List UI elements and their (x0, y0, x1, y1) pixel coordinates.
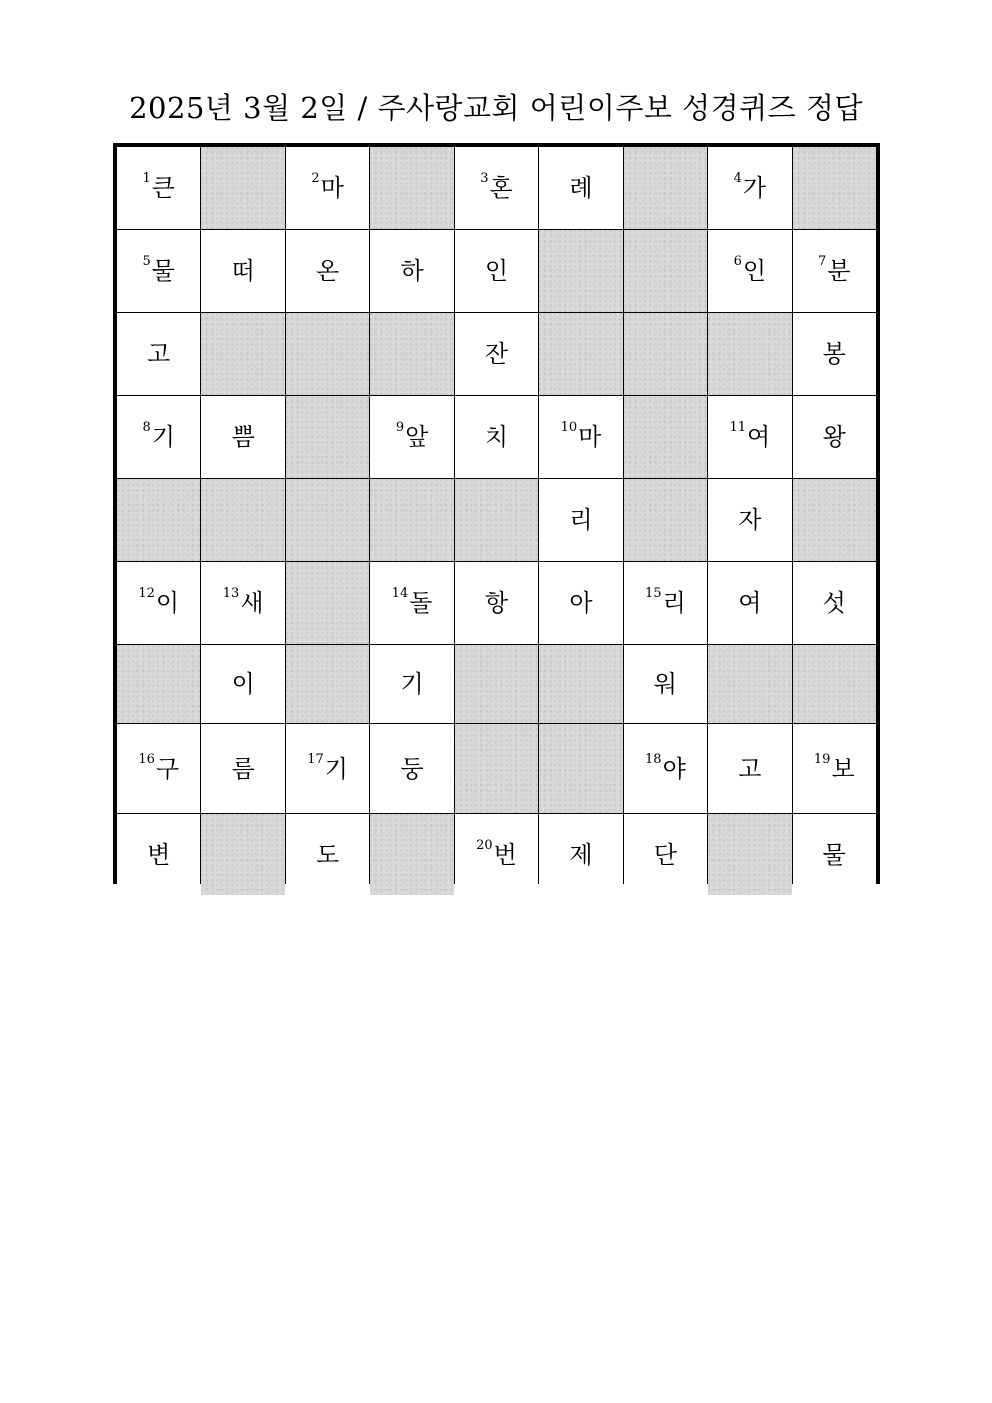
answer-letter: 돌 (409, 589, 433, 617)
answer-letter: 섯 (822, 589, 846, 617)
crossword-cell (455, 147, 538, 229)
cell-content (738, 589, 761, 617)
crossword-blocked-cell (286, 396, 369, 478)
crossword-cell (455, 562, 538, 644)
answer-letter: 떠 (231, 257, 255, 285)
clue-number: 6 (733, 254, 742, 269)
cell-content (142, 420, 175, 451)
answer-letter: 이 (155, 589, 180, 617)
answer-letter: 아 (569, 589, 593, 617)
crossword-cell (117, 814, 200, 895)
crossword-cell (455, 814, 538, 895)
clue-number: 2 (311, 171, 320, 186)
cell-content (485, 340, 508, 368)
crossword-cell (117, 724, 200, 813)
crossword-cell (624, 645, 707, 723)
crossword-cell (539, 479, 622, 561)
clue-number: 9 (395, 420, 405, 435)
crossword-cell (370, 230, 453, 312)
crossword-blocked-cell (539, 313, 622, 395)
cell-content (569, 841, 592, 869)
answer-letter: 보 (831, 754, 855, 783)
cell-content (569, 506, 592, 534)
cell-content (813, 751, 855, 783)
cell-content (733, 254, 767, 285)
crossword-cell (286, 147, 369, 229)
answer-letter: 여 (747, 423, 771, 451)
answer-letter: 항 (484, 589, 509, 617)
clue-number: 1 (142, 171, 151, 186)
crossword-blocked-cell (624, 230, 707, 312)
cell-content (569, 174, 592, 202)
crossword-blocked-cell (117, 645, 200, 723)
answer-letter: 제 (569, 840, 593, 869)
cell-content (729, 420, 771, 451)
answer-letter: 인 (742, 257, 767, 285)
crossword-cell (793, 814, 876, 895)
cell-content (316, 841, 339, 869)
cell-content (485, 423, 508, 451)
cell-content (232, 423, 255, 451)
answer-letter: 기 (324, 754, 348, 783)
crossword-cell (539, 814, 622, 895)
crossword-cell (286, 814, 369, 895)
answer-letter: 혼 (489, 174, 513, 202)
crossword-blocked-cell (201, 479, 284, 561)
crossword-blocked-cell (286, 479, 369, 561)
cell-content (818, 254, 851, 285)
page-title: 2025년 3월 2일 / 주사랑교회 어린이주보 성경퀴즈 정답 (129, 91, 863, 125)
cell-content (395, 420, 429, 451)
crossword-blocked-cell (117, 479, 200, 561)
clue-number: 4 (733, 171, 742, 186)
clue-number: 20 (476, 837, 493, 853)
crossword-cell (117, 396, 200, 478)
answer-letter: 분 (827, 257, 851, 285)
crossword-cell (708, 147, 791, 229)
crossword-cell (286, 230, 369, 312)
cell-content (823, 841, 846, 869)
answer-letter: 하 (400, 257, 424, 285)
cell-content (316, 257, 339, 285)
clue-number: 12 (138, 586, 155, 601)
cell-content (400, 755, 423, 783)
crossword-blocked-cell (201, 814, 284, 895)
answer-letter: 큰 (151, 174, 175, 202)
cell-content (738, 755, 761, 783)
crossword-cell (117, 230, 200, 312)
cell-content (307, 751, 348, 783)
cell-content (645, 751, 686, 783)
answer-letter: 고 (147, 340, 171, 368)
crossword-cell (117, 562, 200, 644)
crossword-blocked-cell (793, 479, 876, 561)
crossword-blocked-cell (370, 814, 453, 895)
cell-content (138, 751, 180, 783)
crossword-cell (793, 313, 876, 395)
answer-letter: 물 (151, 257, 175, 285)
clue-number: 17 (307, 751, 324, 767)
cell-content (311, 171, 344, 202)
cell-content (654, 670, 677, 698)
answer-letter: 가 (742, 174, 767, 202)
crossword-cell (708, 562, 791, 644)
clue-number: 3 (480, 171, 489, 186)
answer-letter: 례 (569, 174, 593, 202)
clue-number: 15 (645, 586, 662, 601)
crossword-cell (539, 396, 622, 478)
cell-content (232, 257, 255, 285)
cell-content (654, 841, 677, 869)
cell-content (142, 254, 175, 285)
clue-number: 5 (142, 254, 151, 269)
crossword-cell (539, 562, 622, 644)
crossword-cell (201, 562, 284, 644)
crossword-blocked-cell (708, 814, 791, 895)
answer-letter: 고 (738, 754, 762, 783)
crossword-blocked-cell (708, 313, 791, 395)
cell-content (485, 589, 508, 617)
crossword-blocked-cell (539, 724, 622, 813)
answer-letter: 리 (662, 589, 686, 617)
crossword-cell (455, 230, 538, 312)
crossword-cell (539, 147, 622, 229)
cell-content (476, 837, 517, 869)
crossword-cell (624, 814, 707, 895)
crossword-blocked-cell (624, 313, 707, 395)
cell-content (569, 589, 592, 617)
clue-number: 8 (142, 420, 151, 435)
answer-letter: 둥 (400, 754, 424, 783)
cell-content (645, 586, 686, 617)
crossword-blocked-cell (455, 724, 538, 813)
answer-letter: 변 (147, 840, 171, 869)
answer-letter: 도 (316, 840, 340, 869)
answer-letter: 름 (231, 754, 255, 783)
crossword-cell (201, 396, 284, 478)
answer-letter: 워 (653, 670, 677, 698)
crossword-blocked-cell (624, 147, 707, 229)
crossword-blocked-cell (370, 313, 453, 395)
answer-letter: 왕 (822, 423, 846, 451)
cell-content (733, 171, 767, 202)
answer-letter: 온 (316, 257, 340, 285)
clue-number: 7 (818, 254, 827, 269)
crossword-cell (117, 147, 200, 229)
clue-number: 11 (729, 420, 746, 435)
crossword-cell (624, 562, 707, 644)
crossword-blocked-cell (455, 479, 538, 561)
answer-letter: 구 (155, 754, 180, 783)
answer-letter: 리 (569, 506, 593, 534)
cell-content (222, 586, 264, 617)
cell-content (560, 420, 602, 451)
answer-letter: 야 (662, 754, 686, 783)
answer-letter: 기 (151, 423, 175, 451)
answer-letter: 이 (231, 670, 255, 698)
crossword-cell (708, 230, 791, 312)
cell-content (400, 257, 423, 285)
clue-number: 13 (222, 586, 240, 601)
crossword-cell (793, 396, 876, 478)
cell-content (738, 506, 761, 534)
answer-letter: 인 (484, 257, 509, 285)
crossword-blocked-cell (624, 396, 707, 478)
answer-letter: 치 (484, 423, 509, 451)
answer-letter: 앞 (405, 423, 429, 451)
crossword-cell (370, 396, 453, 478)
answer-letter: 기 (400, 670, 424, 698)
crossword-blocked-cell (539, 645, 622, 723)
cell-content (232, 755, 255, 783)
answer-letter: 봉 (822, 340, 846, 368)
cell-content (138, 586, 180, 617)
crossword-blocked-cell (370, 479, 453, 561)
crossword-blocked-cell (624, 479, 707, 561)
crossword-cell (708, 479, 791, 561)
cell-content (823, 340, 846, 368)
answer-letter: 단 (653, 840, 677, 869)
answer-letter: 번 (493, 840, 517, 869)
cell-content (485, 257, 508, 285)
crossword-cell (370, 645, 453, 723)
answer-letter: 자 (738, 506, 762, 534)
cell-content (823, 423, 846, 451)
crossword-blocked-cell (455, 645, 538, 723)
crossword-blocked-cell (708, 645, 791, 723)
crossword-cell (708, 396, 791, 478)
crossword-cell (201, 645, 284, 723)
answer-letter: 마 (320, 174, 344, 202)
crossword-cell (370, 562, 453, 644)
crossword-cell (455, 313, 538, 395)
crossword-blocked-cell (539, 230, 622, 312)
crossword-blocked-cell (793, 645, 876, 723)
crossword-blocked-cell (286, 645, 369, 723)
crossword-cell (201, 230, 284, 312)
clue-number: 19 (813, 751, 831, 767)
cell-content (147, 841, 170, 869)
answer-letter: 쁨 (231, 423, 255, 451)
cell-content (480, 171, 513, 202)
cell-content (142, 171, 175, 202)
answer-letter: 물 (822, 840, 846, 869)
crossword-cell (793, 562, 876, 644)
answer-letter: 여 (738, 589, 762, 617)
crossword-cell (201, 724, 284, 813)
crossword-cell (370, 724, 453, 813)
cell-content (232, 670, 255, 698)
crossword-cell (286, 724, 369, 813)
cell-content (391, 586, 433, 617)
crossword-cell (708, 724, 791, 813)
crossword-cell (455, 396, 538, 478)
cell-content (147, 340, 170, 368)
crossword-blocked-cell (793, 147, 876, 229)
answer-letter: 새 (240, 589, 264, 617)
crossword-cell (793, 230, 876, 312)
clue-number: 10 (560, 420, 578, 435)
cell-content (823, 589, 846, 617)
crossword-blocked-cell (286, 562, 369, 644)
cell-content (400, 670, 423, 698)
clue-number: 18 (645, 751, 662, 767)
crossword-cell (793, 724, 876, 813)
crossword-grid (113, 143, 880, 884)
crossword-blocked-cell (286, 313, 369, 395)
answer-letter: 잔 (484, 340, 509, 368)
crossword-blocked-cell (201, 147, 284, 229)
crossword-blocked-cell (201, 313, 284, 395)
clue-number: 16 (138, 751, 155, 767)
clue-number: 14 (391, 586, 409, 601)
crossword-blocked-cell (370, 147, 453, 229)
crossword-cell (624, 724, 707, 813)
answer-letter: 마 (578, 423, 602, 451)
crossword-cell (117, 313, 200, 395)
